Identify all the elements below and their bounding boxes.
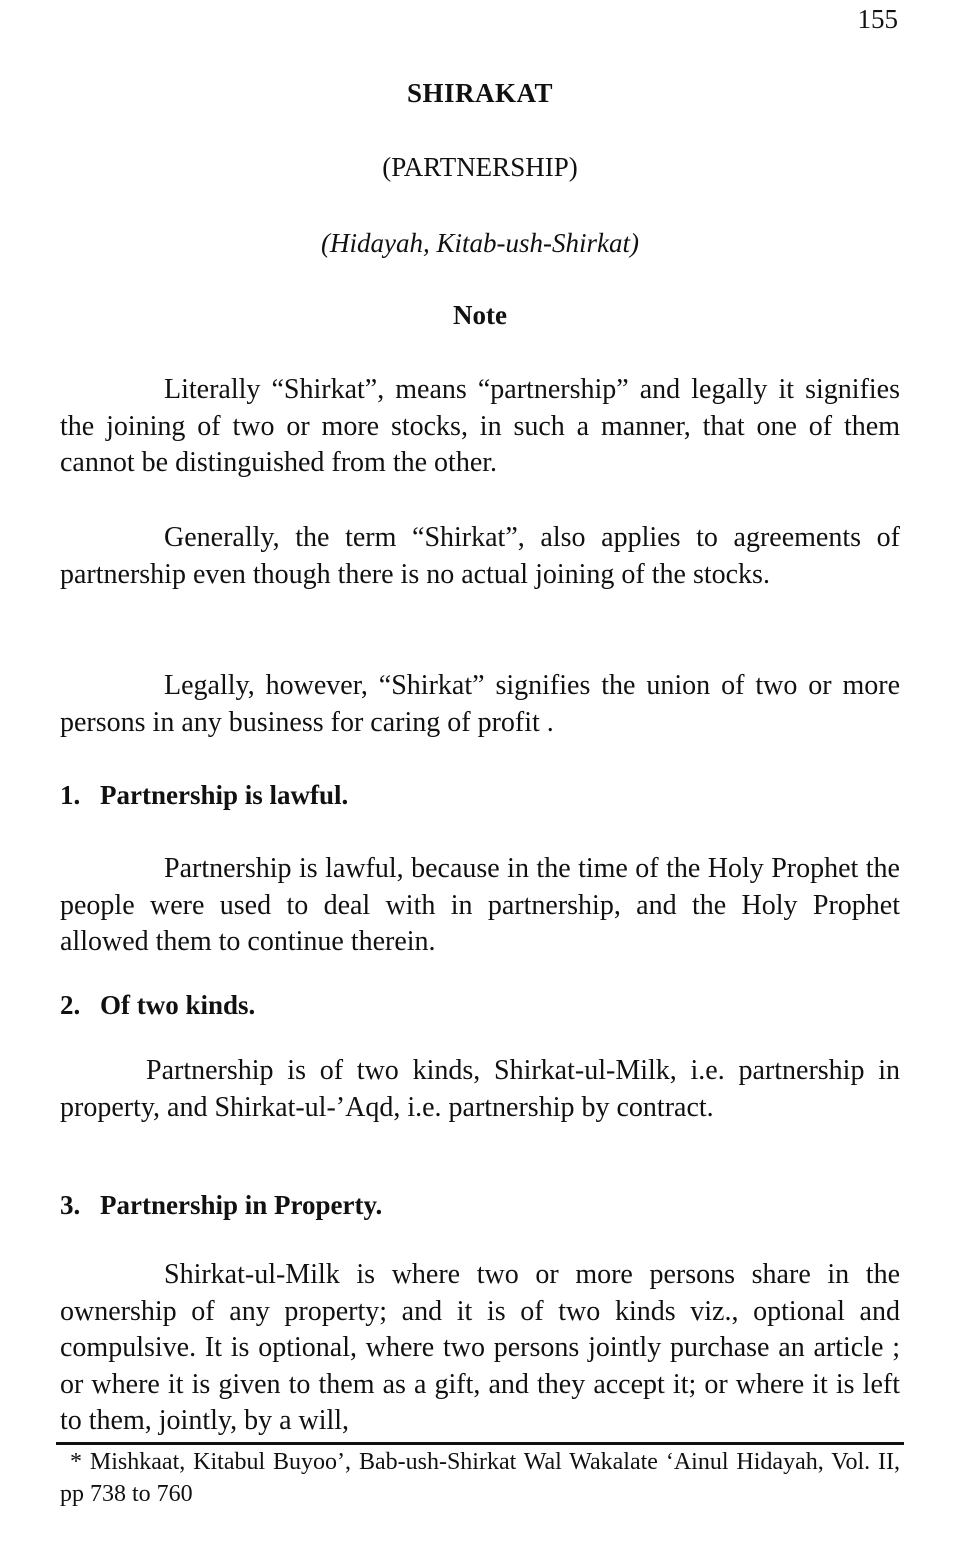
section-2-paragraph <box>60 1053 900 1126</box>
intro-paragraph-2 <box>60 520 900 593</box>
footnote-divider <box>56 1442 904 1445</box>
intro-paragraph-3 <box>60 668 900 741</box>
section-2-number: 2. <box>60 990 81 1020</box>
section-1-number: 1. <box>60 780 81 810</box>
intro-paragraph-3-text: Legally, however, “Shirkat” signifies the union of two or more persons in any business for caring of profit . <box>60 670 900 738</box>
section-3-number: 3. <box>60 1190 81 1220</box>
footnote <box>60 1446 900 1510</box>
intro-paragraph-2-text: Generally, the term “Shirkat”, also applies to agreements of partnership even though there is no actual joining of the stocks. <box>60 522 900 590</box>
source-reference: (Hidayah, Kitab-ush-Shirkat) <box>321 228 639 258</box>
footnote-marker: * <box>70 1449 82 1475</box>
section-2-heading <box>60 990 255 1021</box>
note-heading: Note <box>453 300 507 330</box>
section-2-text: Partnership is of two kinds, Shirkat-ul-Milk, i.e. partnership in property, and Shirkat-ul-’Aqd, i.e. partnership by contract. <box>60 1055 900 1123</box>
section-3-text: Shirkat-ul-Milk is where two or more persons share in the ownership of any property; and it is of two kinds viz., optional and compulsive. It is optional, where two persons jointly purchase an article ; or where it is given to them as a gift, and they accept it; or where it is left to them, jointly, by a will, <box>60 1259 900 1436</box>
footnote-text: Mishkaat, Kitabul Buyoo’, Bab-ush-Shirkat Wal Wakalate ‘Ainul Hidayah, Vol. II, pp 738 to 760 <box>60 1449 901 1507</box>
section-1-text: Partnership is lawful, because in the time of the Holy Prophet the people were used to deal with in partnership, and the Holy Prophet allowed them to continue therein. <box>60 853 900 957</box>
intro-paragraph-1 <box>60 372 900 482</box>
section-1-heading <box>60 780 348 811</box>
section-3-paragraph <box>60 1257 900 1440</box>
section-1-title: Partnership is lawful. <box>100 780 349 810</box>
chapter-title: SHIRAKAT <box>406 78 554 108</box>
section-2-title: Of two kinds. <box>100 990 256 1020</box>
section-3-heading <box>60 1190 382 1221</box>
section-1-paragraph <box>60 851 900 961</box>
section-3-title: Partnership in Property. <box>100 1190 383 1220</box>
page-number: 155 <box>857 4 898 34</box>
intro-paragraph-1-text: Literally “Shirkat”, means “partnership” and legally it signifies the joining of two or more stocks, in such a manner, that one of them cannot be distinguished from the other. <box>60 374 900 478</box>
chapter-subtitle: (PARTNERSHIP) <box>382 152 578 182</box>
